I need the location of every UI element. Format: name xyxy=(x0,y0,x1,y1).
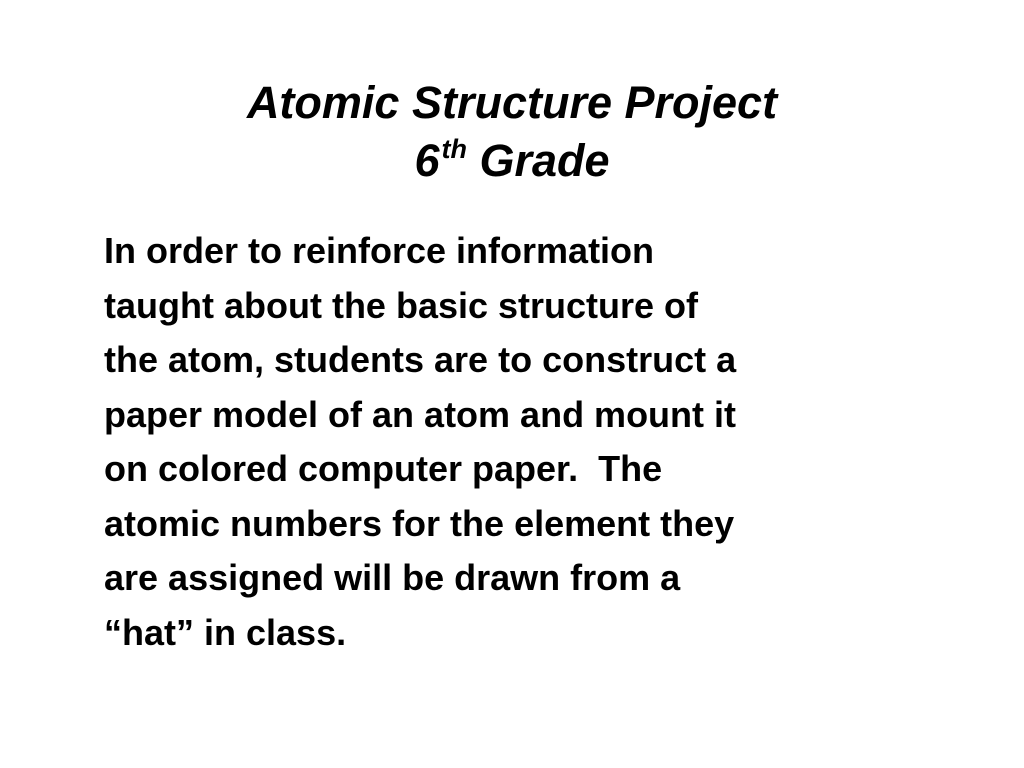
body-line: atomic numbers for the element they xyxy=(104,502,735,544)
body-line: In order to reinforce information xyxy=(104,230,655,271)
body-line: on colored computer paper. The xyxy=(104,448,663,489)
slide-title xyxy=(0,74,1024,190)
body-line: “hat” in class. xyxy=(104,611,347,653)
grade-word: Grade xyxy=(479,135,610,186)
body-line: the atom, students are to construct a xyxy=(104,339,737,380)
title-line-grade xyxy=(0,132,1024,190)
body-line: paper model of an atom and mount it xyxy=(104,393,737,435)
body-paragraph xyxy=(104,224,934,660)
body-line: are assigned will be drawn from a xyxy=(104,557,681,598)
grade-ordinal-suffix: th xyxy=(441,134,467,164)
body-line: taught about the basic structure of xyxy=(104,284,699,326)
grade-number: 6 xyxy=(414,135,440,186)
title-line-project: Atomic Structure Project xyxy=(246,77,778,128)
